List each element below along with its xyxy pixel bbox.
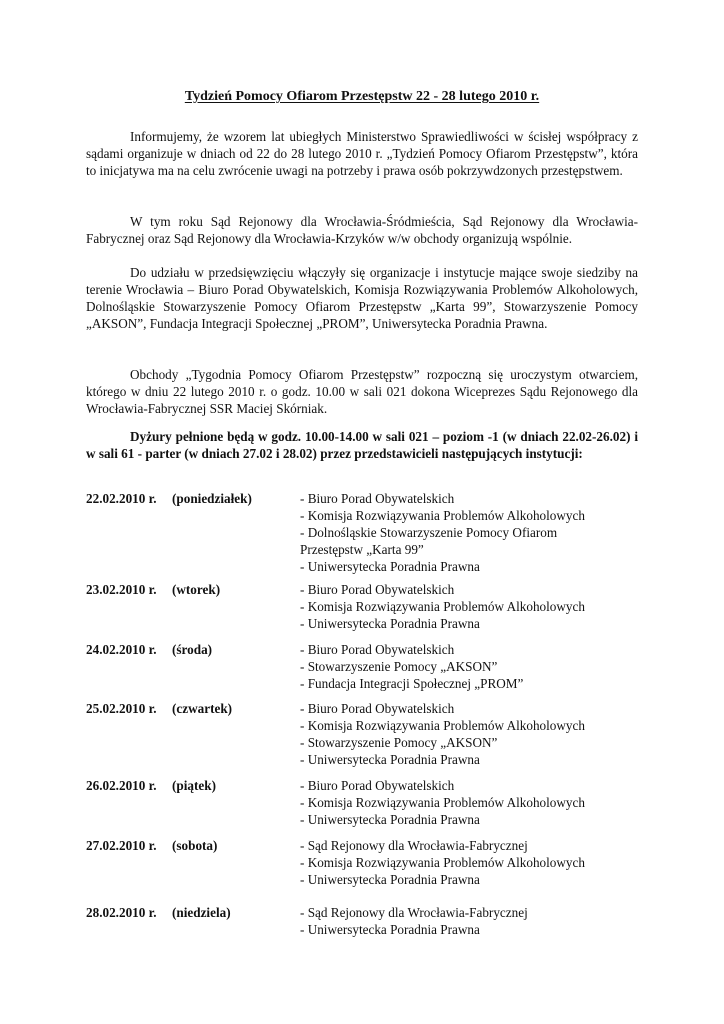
schedule-weekday: (niedziela): [172, 905, 231, 920]
paragraph-duty-hours: Dyżury pełnione będą w godz. 10.00-14.00 w sali 021 – poziom -1 (w dniach 22.02-26.02) i w sali 61 - parter (w dniach 27.02 i 28.02) przez przedstawicieli następujących instytucji:: [86, 429, 638, 461]
institution-item: - Komisja Rozwiązywania Problemów Alkoholowych: [300, 718, 585, 733]
schedule-date: 24.02.2010 r.: [86, 642, 157, 657]
institution-item: - Dolnośląskie Stowarzyszenie Pomocy Ofiarom: [300, 525, 558, 540]
schedule-institutions: [300, 641, 638, 692]
schedule-weekday: (sobota): [172, 838, 218, 853]
schedule-date: 27.02.2010 r.: [86, 838, 157, 853]
institution-item: - Uniwersytecka Poradnia Prawna: [300, 922, 480, 937]
schedule-date: 22.02.2010 r.: [86, 491, 157, 506]
document-title: Tydzień Pomocy Ofiarom Przestępstw 22 - 28 lutego 2010 r.: [184, 89, 540, 104]
institution-item: - Stowarzyszenie Pomocy „AKSON”: [300, 735, 498, 750]
schedule-date: 26.02.2010 r.: [86, 778, 157, 793]
institution-item: - Sąd Rejonowy dla Wrocławia-Fabrycznej: [300, 905, 528, 920]
institution-item: - Stowarzyszenie Pomocy „AKSON”: [300, 659, 498, 674]
institution-item: - Uniwersytecka Poradnia Prawna: [300, 752, 480, 767]
schedule-weekday: (środa): [172, 642, 213, 657]
institution-item: - Komisja Rozwiązywania Problemów Alkoholowych: [300, 855, 585, 870]
schedule-institutions: [300, 904, 638, 938]
institution-item: - Uniwersytecka Poradnia Prawna: [300, 872, 480, 887]
institution-item: - Biuro Porad Obywatelskich: [300, 701, 455, 716]
schedule-institutions: [300, 777, 638, 828]
schedule-weekday: (poniedziałek): [172, 491, 252, 506]
schedule-date: 25.02.2010 r.: [86, 701, 157, 716]
schedule-institutions: [300, 581, 638, 632]
paragraph-organizations: Do udziału w przedsięwzięciu włączyły się organizacje i instytucje mające swoje siedziby na terenie Wrocławia – Biuro Porad Obywatelskich, Komisja Rozwiązywania Problemów Alkoholowych, Dolnośląskie Stowarzyszenie Pomocy Ofiarom Przestępstw „Karta 99”, Stowarzyszenie Pomocy „AKSON”, Fundacja Integracji Społecznej „PROM”, Uniwersytecka Poradnia Prawna.: [86, 265, 638, 331]
schedule-institutions: [300, 700, 638, 768]
schedule-weekday: (czwartek): [172, 701, 233, 716]
schedule-institutions: [300, 490, 638, 575]
institution-item: - Uniwersytecka Poradnia Prawna: [300, 812, 480, 827]
schedule-weekday: (piątek): [172, 778, 216, 793]
institution-item: - Biuro Porad Obywatelskich: [300, 582, 455, 597]
institution-item: - Uniwersytecka Poradnia Prawna: [300, 616, 480, 631]
institution-item: - Fundacja Integracji Społecznej „PROM”: [300, 676, 524, 691]
schedule-weekday: (wtorek): [172, 582, 221, 597]
schedule-date: 28.02.2010 r.: [86, 905, 157, 920]
schedule-date: 23.02.2010 r.: [86, 582, 157, 597]
institution-item: - Komisja Rozwiązywania Problemów Alkoholowych: [300, 599, 585, 614]
institution-item: - Biuro Porad Obywatelskich: [300, 491, 455, 506]
institution-item: - Sąd Rejonowy dla Wrocławia-Fabrycznej: [300, 838, 528, 853]
institution-item: - Biuro Porad Obywatelskich: [300, 778, 455, 793]
paragraph-courts: W tym roku Sąd Rejonowy dla Wrocławia-Śródmieścia, Sąd Rejonowy dla Wrocławia-Fabrycznej oraz Sąd Rejonowy dla Wrocławia-Krzyków w/w obchody organizują wspólnie.: [86, 214, 638, 246]
institution-item: - Komisja Rozwiązywania Problemów Alkoholowych: [300, 795, 585, 810]
institution-item: - Uniwersytecka Poradnia Prawna: [300, 559, 480, 574]
schedule-institutions: [300, 837, 638, 888]
institution-item: - Biuro Porad Obywatelskich: [300, 642, 455, 657]
institution-item: - Komisja Rozwiązywania Problemów Alkoholowych: [300, 508, 585, 523]
institution-item: Przestępstw „Karta 99”: [300, 542, 424, 557]
paragraph-opening: Obchody „Tygodnia Pomocy Ofiarom Przestępstw” rozpoczną się uroczystym otwarciem, którego w dniu 22 lutego 2010 r. o godz. 10.00 w sali 021 dokona Wiceprezes Sądu Rejonowego dla Wrocławia-Fabrycznej SSR Maciej Skórniak.: [86, 367, 638, 416]
paragraph-intro: Informujemy, że wzorem lat ubiegłych Ministerstwo Sprawiedliwości w ścisłej współpracy z sądami organizuje w dniach od 22 do 28 lutego 2010 r. „Tydzień Pomocy Ofiarom Przestępstw”, która to inicjatywa ma na celu zwrócenie uwagi na potrzeby i prawa osób pokrzywdzonych przestępstwem.: [86, 129, 638, 178]
